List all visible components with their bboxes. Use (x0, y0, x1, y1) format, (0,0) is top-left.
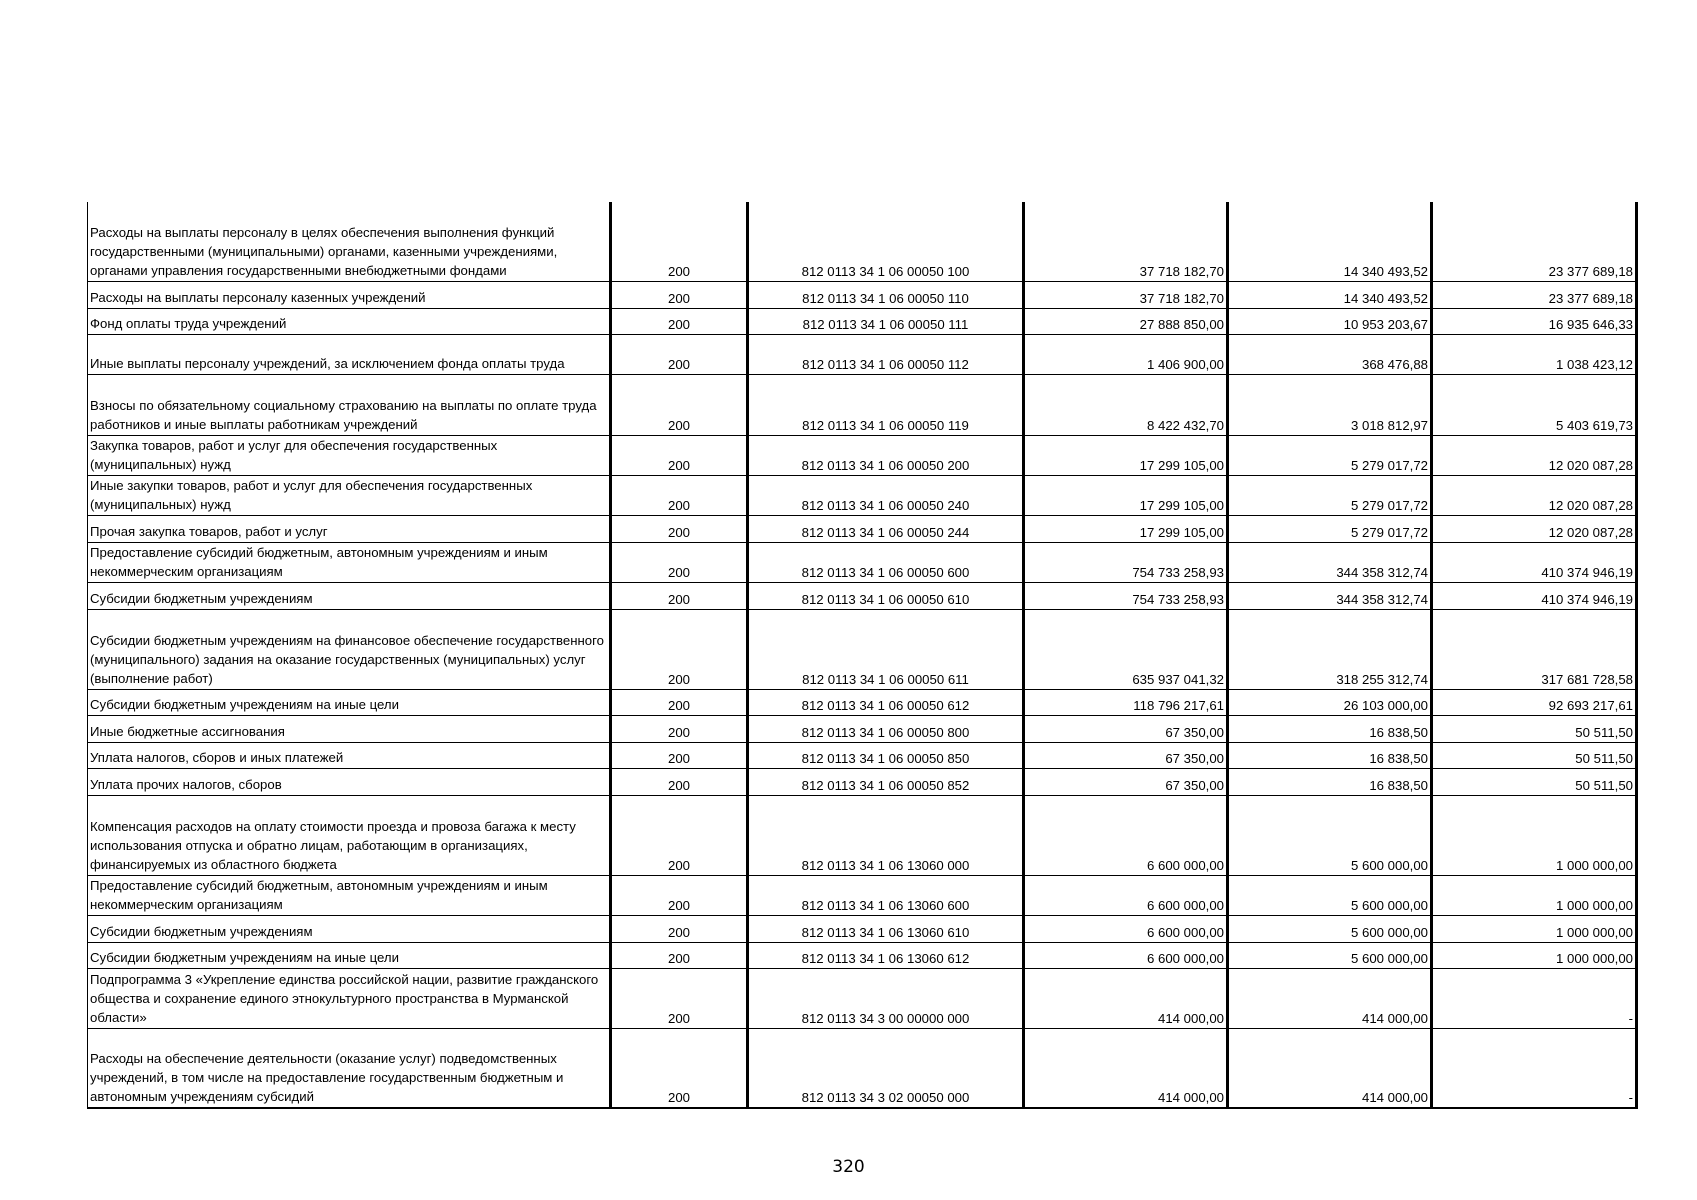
table-row (88, 715, 1637, 742)
row-name-cell: Иные закупки товаров, работ и услуг для обеспечения государственных (муниципальных) нужд (88, 475, 611, 515)
table-body (88, 202, 1637, 1108)
row-executed-cell: 5 600 000,00 (1228, 875, 1432, 915)
row-name-cell: Уплата прочих налогов, сборов (88, 768, 611, 795)
row-approved-cell: 635 937 041,32 (1024, 609, 1228, 689)
table-row (88, 968, 1637, 1028)
row-executed-cell: 14 340 493,52 (1228, 281, 1432, 308)
row-line-code-cell: 200 (611, 609, 748, 689)
row-name-cell: Прочая закупка товаров, работ и услуг (88, 515, 611, 542)
expenditure-table (87, 202, 1638, 1109)
row-name-cell: Субсидии бюджетным учреждениям на иные цели (88, 689, 611, 715)
row-unexecuted-cell: 16 935 646,33 (1432, 308, 1637, 334)
row-budget-code-cell: 812 0113 34 1 06 00050 111 (748, 308, 1024, 334)
row-executed-cell: 3 018 812,97 (1228, 374, 1432, 435)
row-approved-cell: 67 350,00 (1024, 742, 1228, 768)
table-row (88, 582, 1637, 609)
row-budget-code-cell: 812 0113 34 1 06 00050 110 (748, 281, 1024, 308)
table-row (88, 768, 1637, 795)
row-name-cell: Субсидии бюджетным учреждениям на иные цели (88, 942, 611, 968)
row-approved-cell: 6 600 000,00 (1024, 915, 1228, 942)
table-row (88, 475, 1637, 515)
row-approved-cell: 754 733 258,93 (1024, 582, 1228, 609)
row-approved-cell: 17 299 105,00 (1024, 515, 1228, 542)
row-budget-code-cell: 812 0113 34 1 06 00050 850 (748, 742, 1024, 768)
row-line-code-cell: 200 (611, 1028, 748, 1108)
row-line-code-cell: 200 (611, 742, 748, 768)
row-unexecuted-cell: 50 511,50 (1432, 768, 1637, 795)
row-executed-cell: 5 279 017,72 (1228, 435, 1432, 475)
row-name-cell: Предоставление субсидий бюджетным, автономным учреждениям и иным некоммерческим организациям (88, 875, 611, 915)
table-row (88, 374, 1637, 435)
row-name-cell: Расходы на обеспечение деятельности (оказание услуг) подведомственных учреждений, в том числе на предоставление государственным бюджетным и автономным учреждениям субсидий (88, 1028, 611, 1108)
row-name-cell: Расходы на выплаты персоналу в целях обеспечения выполнения функций государственными (муниципальными) органами, казенными учреждениями, органами управления государственными внебюджетными фондами (88, 202, 611, 281)
row-budget-code-cell: 812 0113 34 1 06 00050 244 (748, 515, 1024, 542)
row-unexecuted-cell: 1 000 000,00 (1432, 942, 1637, 968)
table-row (88, 875, 1637, 915)
row-budget-code-cell: 812 0113 34 1 06 00050 611 (748, 609, 1024, 689)
row-unexecuted-cell: 12 020 087,28 (1432, 515, 1637, 542)
row-name-cell: Уплата налогов, сборов и иных платежей (88, 742, 611, 768)
table-row (88, 308, 1637, 334)
table-row (88, 542, 1637, 582)
row-unexecuted-cell: 23 377 689,18 (1432, 202, 1637, 281)
row-unexecuted-cell: 1 000 000,00 (1432, 795, 1637, 875)
table-row (88, 609, 1637, 689)
row-unexecuted-cell: 12 020 087,28 (1432, 475, 1637, 515)
row-name-cell: Фонд оплаты труда учреждений (88, 308, 611, 334)
row-line-code-cell: 200 (611, 334, 748, 374)
row-line-code-cell: 200 (611, 281, 748, 308)
row-unexecuted-cell: - (1432, 968, 1637, 1028)
row-approved-cell: 17 299 105,00 (1024, 435, 1228, 475)
row-executed-cell: 10 953 203,67 (1228, 308, 1432, 334)
row-approved-cell: 6 600 000,00 (1024, 942, 1228, 968)
row-unexecuted-cell: 410 374 946,19 (1432, 542, 1637, 582)
row-executed-cell: 16 838,50 (1228, 742, 1432, 768)
row-line-code-cell: 200 (611, 968, 748, 1028)
row-executed-cell: 16 838,50 (1228, 715, 1432, 742)
row-approved-cell: 37 718 182,70 (1024, 202, 1228, 281)
row-line-code-cell: 200 (611, 582, 748, 609)
row-approved-cell: 67 350,00 (1024, 715, 1228, 742)
row-executed-cell: 344 358 312,74 (1228, 582, 1432, 609)
row-approved-cell: 118 796 217,61 (1024, 689, 1228, 715)
row-name-cell: Субсидии бюджетным учреждениям (88, 915, 611, 942)
row-approved-cell: 754 733 258,93 (1024, 542, 1228, 582)
table-row (88, 689, 1637, 715)
row-approved-cell: 67 350,00 (1024, 768, 1228, 795)
table-row (88, 281, 1637, 308)
row-name-cell: Расходы на выплаты персоналу казенных учреждений (88, 281, 611, 308)
row-executed-cell: 318 255 312,74 (1228, 609, 1432, 689)
table-row (88, 942, 1637, 968)
row-line-code-cell: 200 (611, 942, 748, 968)
row-budget-code-cell: 812 0113 34 1 06 00050 800 (748, 715, 1024, 742)
row-line-code-cell: 200 (611, 768, 748, 795)
table-row (88, 334, 1637, 374)
row-executed-cell: 5 600 000,00 (1228, 942, 1432, 968)
row-unexecuted-cell: 50 511,50 (1432, 715, 1637, 742)
row-name-cell: Иные бюджетные ассигнования (88, 715, 611, 742)
row-unexecuted-cell: 12 020 087,28 (1432, 435, 1637, 475)
row-line-code-cell: 200 (611, 915, 748, 942)
row-name-cell: Подпрограмма 3 «Укрепление единства российской нации, развитие гражданского общества и сохранение единого этнокультурного пространства в Мурманской области» (88, 968, 611, 1028)
row-approved-cell: 414 000,00 (1024, 968, 1228, 1028)
row-unexecuted-cell: 1 038 423,12 (1432, 334, 1637, 374)
row-unexecuted-cell: - (1432, 1028, 1637, 1108)
row-executed-cell: 14 340 493,52 (1228, 202, 1432, 281)
row-line-code-cell: 200 (611, 374, 748, 435)
row-executed-cell: 26 103 000,00 (1228, 689, 1432, 715)
row-unexecuted-cell: 23 377 689,18 (1432, 281, 1637, 308)
row-unexecuted-cell: 5 403 619,73 (1432, 374, 1637, 435)
row-unexecuted-cell: 1 000 000,00 (1432, 875, 1637, 915)
row-executed-cell: 5 279 017,72 (1228, 475, 1432, 515)
row-approved-cell: 6 600 000,00 (1024, 875, 1228, 915)
row-budget-code-cell: 812 0113 34 1 06 00050 200 (748, 435, 1024, 475)
row-budget-code-cell: 812 0113 34 1 06 13060 610 (748, 915, 1024, 942)
row-budget-code-cell: 812 0113 34 1 06 00050 240 (748, 475, 1024, 515)
row-unexecuted-cell: 410 374 946,19 (1432, 582, 1637, 609)
row-budget-code-cell: 812 0113 34 1 06 00050 600 (748, 542, 1024, 582)
row-line-code-cell: 200 (611, 515, 748, 542)
row-line-code-cell: 200 (611, 308, 748, 334)
row-budget-code-cell: 812 0113 34 1 06 00050 119 (748, 374, 1024, 435)
table-row (88, 1028, 1637, 1108)
row-budget-code-cell: 812 0113 34 3 02 00050 000 (748, 1028, 1024, 1108)
row-name-cell: Взносы по обязательному социальному страхованию на выплаты по оплате труда работников и иные выплаты работникам учреждений (88, 374, 611, 435)
row-line-code-cell: 200 (611, 435, 748, 475)
row-approved-cell: 37 718 182,70 (1024, 281, 1228, 308)
row-budget-code-cell: 812 0113 34 1 06 00050 852 (748, 768, 1024, 795)
table-row (88, 795, 1637, 875)
row-approved-cell: 8 422 432,70 (1024, 374, 1228, 435)
row-name-cell: Компенсация расходов на оплату стоимости проезда и провоза багажа к месту использования отпуска и обратно лицам, работающим в организациях, финансируемых из областного бюджета (88, 795, 611, 875)
row-line-code-cell: 200 (611, 875, 748, 915)
row-executed-cell: 414 000,00 (1228, 968, 1432, 1028)
table-row (88, 435, 1637, 475)
row-unexecuted-cell: 317 681 728,58 (1432, 609, 1637, 689)
row-name-cell: Субсидии бюджетным учреждениям (88, 582, 611, 609)
table-row (88, 742, 1637, 768)
row-budget-code-cell: 812 0113 34 1 06 00050 610 (748, 582, 1024, 609)
row-line-code-cell: 200 (611, 689, 748, 715)
row-line-code-cell: 200 (611, 475, 748, 515)
row-line-code-cell: 200 (611, 542, 748, 582)
row-executed-cell: 414 000,00 (1228, 1028, 1432, 1108)
row-executed-cell: 368 476,88 (1228, 334, 1432, 374)
table-row (88, 202, 1637, 281)
row-executed-cell: 344 358 312,74 (1228, 542, 1432, 582)
row-line-code-cell: 200 (611, 715, 748, 742)
row-budget-code-cell: 812 0113 34 1 06 00050 100 (748, 202, 1024, 281)
page-number: 320 (832, 1157, 865, 1177)
row-approved-cell: 6 600 000,00 (1024, 795, 1228, 875)
row-budget-code-cell: 812 0113 34 3 00 00000 000 (748, 968, 1024, 1028)
row-approved-cell: 17 299 105,00 (1024, 475, 1228, 515)
row-approved-cell: 1 406 900,00 (1024, 334, 1228, 374)
row-name-cell: Закупка товаров, работ и услуг для обеспечения государственных (муниципальных) нужд (88, 435, 611, 475)
row-name-cell: Иные выплаты персоналу учреждений, за исключением фонда оплаты труда (88, 334, 611, 374)
row-unexecuted-cell: 92 693 217,61 (1432, 689, 1637, 715)
row-name-cell: Предоставление субсидий бюджетным, автономным учреждениям и иным некоммерческим организациям (88, 542, 611, 582)
row-budget-code-cell: 812 0113 34 1 06 00050 612 (748, 689, 1024, 715)
row-unexecuted-cell: 50 511,50 (1432, 742, 1637, 768)
row-line-code-cell: 200 (611, 202, 748, 281)
table-row (88, 515, 1637, 542)
row-line-code-cell: 200 (611, 795, 748, 875)
row-executed-cell: 5 600 000,00 (1228, 915, 1432, 942)
row-unexecuted-cell: 1 000 000,00 (1432, 915, 1637, 942)
row-budget-code-cell: 812 0113 34 1 06 13060 600 (748, 875, 1024, 915)
row-executed-cell: 16 838,50 (1228, 768, 1432, 795)
row-budget-code-cell: 812 0113 34 1 06 00050 112 (748, 334, 1024, 374)
table-row (88, 915, 1637, 942)
row-executed-cell: 5 279 017,72 (1228, 515, 1432, 542)
row-budget-code-cell: 812 0113 34 1 06 13060 000 (748, 795, 1024, 875)
row-executed-cell: 5 600 000,00 (1228, 795, 1432, 875)
row-approved-cell: 27 888 850,00 (1024, 308, 1228, 334)
row-name-cell: Субсидии бюджетным учреждениям на финансовое обеспечение государственного (муниципального) задания на оказание государственных (муниципальных) услуг (выполнение работ) (88, 609, 611, 689)
row-budget-code-cell: 812 0113 34 1 06 13060 612 (748, 942, 1024, 968)
row-approved-cell: 414 000,00 (1024, 1028, 1228, 1108)
